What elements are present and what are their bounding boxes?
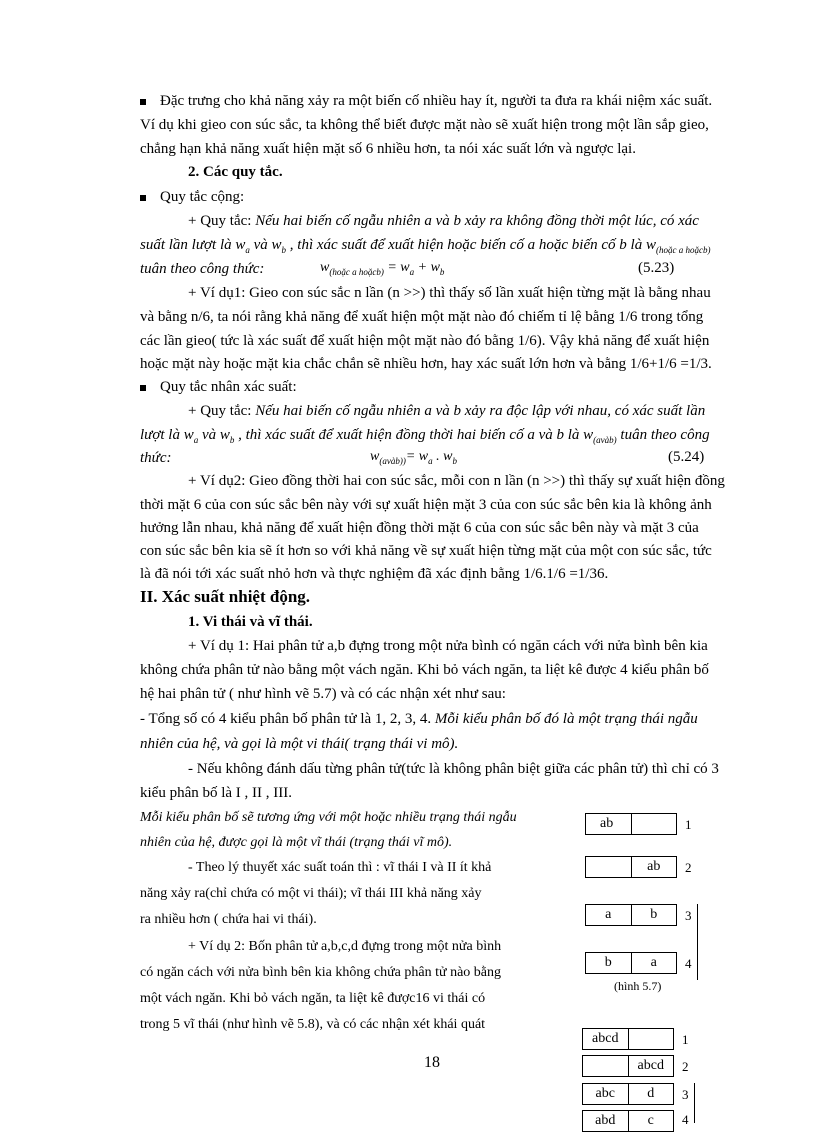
paragraph-line: + Ví dụ 2: Bốn phân tử a,b,c,d đựng trong một nửa bình bbox=[188, 939, 502, 954]
paragraph-line: là đã nói tới xác suất nhỏ hơn và thực nghiệm đã xác định bằng 1/6.1/6 =1/36. bbox=[140, 566, 609, 582]
box-number: 3 bbox=[682, 1087, 689, 1102]
paragraph-line: ra nhiều hơn ( chứa hai vi thái). bbox=[140, 912, 317, 927]
box-cell-left: b bbox=[604, 955, 612, 970]
paragraph-line: Ví dụ khi gieo con súc sắc, ta không thể biết được mặt nào sẽ xuất hiện trong một lần sắp gieo, bbox=[140, 117, 709, 133]
paragraph-line: một vách ngăn. Khi bỏ vách ngăn, ta liệt kê được16 vi thái có bbox=[140, 991, 486, 1006]
section-heading: 2. Các quy tắc. bbox=[188, 164, 283, 180]
rule-heading: Quy tắc cộng: bbox=[140, 188, 244, 207]
box-cell-left: abcd bbox=[592, 1031, 619, 1046]
paragraph-line: + Ví dụ1: Gieo con súc sắc n lần (n >>) thì thấy số lần xuất hiện từng mặt là bằng nhau bbox=[188, 285, 711, 301]
rule-line: + Quy tắc: Nếu hai biến cố ngẫu nhiên a và b xảy ra không đồng thời một lúc, có xác bbox=[188, 213, 699, 229]
paragraph-line: - Tổng số có 4 kiểu phân bố phân tử là 1, 2, 3, 4. Mỗi kiểu phân bố đó là một trạng thái ngẫu bbox=[140, 711, 698, 727]
paragraph-line: Đặc trưng cho khả năng xảy ra một biến cố nhiều hay ít, người ta đưa ra khái niệm xác suất. bbox=[140, 92, 712, 111]
box-cell-left: abc bbox=[595, 1086, 615, 1101]
distribution-box bbox=[582, 1055, 674, 1077]
box-cell-right: c bbox=[628, 1111, 674, 1131]
bracket-line bbox=[697, 904, 698, 980]
bullet-icon bbox=[140, 385, 146, 391]
paragraph-line: con súc sắc bên kia sẽ ít hơn so với khả năng về sự xuất hiện từng mặt của một con súc sắc, tức bbox=[140, 543, 712, 559]
distribution-box bbox=[582, 1083, 674, 1105]
equation-number: (5.23) bbox=[638, 260, 675, 276]
rule-heading: Quy tắc nhân xác suất: bbox=[140, 378, 297, 397]
box-cell-left: ab bbox=[600, 816, 614, 831]
paragraph-line: thời mặt 6 của con súc sắc bên này với sự xuất hiện mặt 3 của con súc sắc bên kia là không ảnh bbox=[140, 497, 712, 513]
rule-line: + Quy tắc: Nếu hai biến cố ngẫu nhiên a và b xảy ra độc lập với nhau, có xác suất lần bbox=[188, 403, 706, 419]
paragraph-line: hưởng lẫn nhau, khả năng để xuất hiện đồng thời mặt 6 của con súc sắc bên này và mặt 3 của bbox=[140, 520, 699, 536]
paragraph-line: và bằng n/6, ta nói rằng khả năng để xuất hiện một mặt nào đó chiếm tỉ lệ bằng 1/6 trong tổng bbox=[140, 309, 704, 325]
rule-line: lượt là $w_a$ và $w_b$ , thì xác suất để xuất hiện đồng thời hai biến cố a và b là $w_{(avàb)}$ tuân theo công bbox=[140, 427, 710, 445]
paragraph-line: - Theo lý thuyết xác suất toán thì : vĩ thái I và II ít khả bbox=[188, 860, 492, 875]
paragraph-line: + Ví dụ2: Gieo đồng thời hai con súc sắc, mỗi con n lần (n >>) thì thấy sự xuất hiện đồng bbox=[188, 473, 725, 489]
equation-5-24: $w_{(avàb))}= w_a$ . $w_b$ bbox=[370, 449, 457, 466]
figure-caption: (hình 5.7) bbox=[614, 979, 662, 993]
paragraph-line: hệ hai phân tử ( như hình vẽ 5.7) và có các nhận xét như sau: bbox=[140, 686, 506, 702]
box-cell-left bbox=[586, 857, 631, 877]
bullet-icon bbox=[140, 195, 146, 201]
box-cell-left: abd bbox=[595, 1113, 616, 1128]
paragraph-line: nhiên của hệ, và gọi là một vi thái( trạng thái vi mô). bbox=[140, 736, 459, 752]
box-number: 2 bbox=[685, 860, 692, 875]
rule-line: thức: bbox=[140, 450, 172, 466]
paragraph-line: - Nếu không đánh dấu từng phân tử(tức là không phân biệt giữa các phân tử) thì chỉ có 3 bbox=[188, 761, 719, 777]
equation-number: (5.24) bbox=[668, 449, 705, 465]
paragraph-line: không chứa phân tử nào bằng một vách ngăn. Khi bỏ vách ngăn, ta liệt kê được 4 kiểu phân bố bbox=[140, 662, 709, 678]
box-number: 4 bbox=[682, 1112, 689, 1127]
section-heading: 1. Vi thái và vĩ thái. bbox=[188, 614, 313, 630]
distribution-box bbox=[585, 952, 677, 974]
box-cell-right: ab bbox=[631, 857, 677, 877]
box-cell-right bbox=[628, 1029, 674, 1049]
box-cell-right: d bbox=[628, 1084, 674, 1104]
equation-5-23: $w_{(hoặc a hoặcb)} = w_a + w_b$ bbox=[320, 260, 445, 277]
box-number: 4 bbox=[685, 956, 692, 971]
box-number: 1 bbox=[685, 817, 692, 832]
box-number: 2 bbox=[682, 1059, 689, 1074]
box-cell-right: abcd bbox=[628, 1056, 674, 1076]
paragraph-line: có ngăn cách với nửa bình bên kia không chứa phân tử nào bằng bbox=[140, 965, 502, 980]
distribution-box bbox=[585, 813, 677, 835]
page-number: 18 bbox=[424, 1054, 440, 1071]
box-cell-right: a bbox=[631, 953, 677, 973]
distribution-box bbox=[585, 856, 677, 878]
paragraph-line: + Ví dụ 1: Hai phân tử a,b đựng trong một nửa bình có ngăn cách với nửa bình bên kia bbox=[188, 638, 708, 654]
paragraph-line: kiểu phân bố là I , II , III. bbox=[140, 785, 293, 801]
distribution-box bbox=[585, 904, 677, 926]
paragraph-line: chẳng hạn khả năng xuất hiện mặt số 6 nhiều hơn, ta nói xác suất lớn và ngược lại. bbox=[140, 141, 636, 157]
bullet-icon bbox=[140, 99, 146, 105]
box-number: 3 bbox=[685, 908, 692, 923]
box-number: 1 bbox=[682, 1032, 689, 1047]
paragraph-line: các lần gieo( tức là xác suất để xuất hiện một mặt nào đó bằng 1/6). Vậy khả năng để xuất hiện bbox=[140, 333, 710, 349]
box-cell-left: a bbox=[605, 907, 612, 922]
box-cell-right: b bbox=[631, 905, 677, 925]
box-cell-left bbox=[583, 1056, 628, 1076]
box-cell-right bbox=[631, 814, 677, 834]
paragraph-line: năng xảy ra(chỉ chứa có một vi thái); vĩ thái III khả năng xảy bbox=[140, 886, 482, 901]
rule-line: tuân theo công thức: bbox=[140, 261, 265, 277]
distribution-box bbox=[582, 1028, 674, 1050]
paragraph-line: trong 5 vĩ thái (như hình vẽ 5.8), và có các nhận xét khái quát bbox=[140, 1017, 486, 1032]
paragraph-line: nhiên của hệ, được gọi là một vĩ thái (trạng thái vĩ mô). bbox=[140, 835, 453, 850]
bracket-line bbox=[694, 1083, 695, 1123]
rule-line: suất lần lượt là $w_a$ và $w_b$ , thì xác suất để xuất hiện hoặc biến cố a hoặc biến cố b là $w_{(hoặc a hoặcb)}$ bbox=[140, 237, 711, 255]
paragraph-line: Mỗi kiểu phân bố sẽ tương ứng với một hoặc nhiều trạng thái ngẫu bbox=[140, 810, 517, 825]
paragraph-line: hoặc mặt này hoặc mặt kia chắc chắn sẽ nhiều hơn, hay xác suất lớn hơn và bằng 1/6+1/6 =1/3. bbox=[140, 356, 712, 372]
section-title: II. Xác suất nhiệt động. bbox=[140, 587, 311, 606]
distribution-box bbox=[582, 1110, 674, 1132]
